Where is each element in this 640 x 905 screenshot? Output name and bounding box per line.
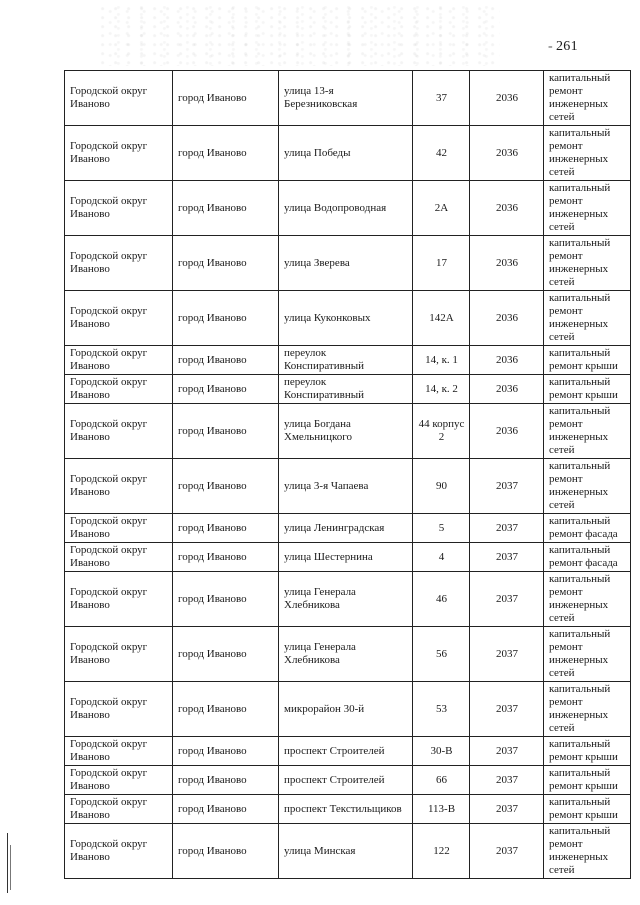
cell-street: улица Ленинградская (279, 514, 413, 543)
cell-work: капитальный ремонт крыши (544, 375, 631, 404)
cell-street: улица Минская (279, 824, 413, 879)
cell-city: город Иваново (173, 71, 279, 126)
cell-street: улица Генерала Хлебникова (279, 572, 413, 627)
cell-city: город Иваново (173, 627, 279, 682)
cell-work: капитальный ремонт инженерных сетей (544, 71, 631, 126)
cell-district: Городской округ Иваново (65, 459, 173, 514)
table-row (65, 346, 631, 375)
cell-year: 2037 (470, 737, 544, 766)
table-row (65, 627, 631, 682)
cell-house: 44 корпус 2 (413, 404, 470, 459)
cell-work: капитальный ремонт инженерных сетей (544, 572, 631, 627)
cell-house: 14, к. 2 (413, 375, 470, 404)
table-row (65, 795, 631, 824)
cell-district: Городской округ Иваново (65, 824, 173, 879)
cell-district: Городской округ Иваново (65, 291, 173, 346)
cell-year: 2037 (470, 682, 544, 737)
cell-year: 2037 (470, 459, 544, 514)
margin-scan-mark (10, 845, 11, 890)
cell-city: город Иваново (173, 181, 279, 236)
cell-house: 90 (413, 459, 470, 514)
cell-street: проспект Строителей (279, 737, 413, 766)
cell-district: Городской округ Иваново (65, 795, 173, 824)
cell-work: капитальный ремонт крыши (544, 346, 631, 375)
cell-street: улица Генерала Хлебникова (279, 627, 413, 682)
cell-work: капитальный ремонт инженерных сетей (544, 126, 631, 181)
cell-house: 56 (413, 627, 470, 682)
table-row (65, 404, 631, 459)
cell-district: Городской округ Иваново (65, 71, 173, 126)
cell-city: город Иваново (173, 682, 279, 737)
cell-year: 2037 (470, 627, 544, 682)
table-row (65, 572, 631, 627)
cell-year: 2037 (470, 514, 544, 543)
cell-district: Городской округ Иваново (65, 346, 173, 375)
cell-house: 17 (413, 236, 470, 291)
cell-city: город Иваново (173, 126, 279, 181)
cell-street: проспект Текстильщиков (279, 795, 413, 824)
cell-city: город Иваново (173, 824, 279, 879)
cell-house: 66 (413, 766, 470, 795)
cell-house: 46 (413, 572, 470, 627)
table-row (65, 737, 631, 766)
cell-district: Городской округ Иваново (65, 514, 173, 543)
cell-work: капитальный ремонт инженерных сетей (544, 181, 631, 236)
cell-work: капитальный ремонт фасада (544, 543, 631, 572)
table-row (65, 236, 631, 291)
cell-house: 113-В (413, 795, 470, 824)
page-number (548, 39, 578, 55)
cell-work: капитальный ремонт инженерных сетей (544, 824, 631, 879)
cell-house: 14, к. 1 (413, 346, 470, 375)
cell-district: Городской округ Иваново (65, 236, 173, 291)
cell-street: переулок Конспиративный (279, 375, 413, 404)
cell-district: Городской округ Иваново (65, 682, 173, 737)
cell-house: 53 (413, 682, 470, 737)
cell-house: 37 (413, 71, 470, 126)
cell-work: капитальный ремонт инженерных сетей (544, 682, 631, 737)
cell-city: город Иваново (173, 766, 279, 795)
table-row (65, 543, 631, 572)
cell-work: капитальный ремонт инженерных сетей (544, 459, 631, 514)
cell-street: улица Водопроводная (279, 181, 413, 236)
table-row (65, 291, 631, 346)
cell-work: капитальный ремонт крыши (544, 795, 631, 824)
cell-district: Городской округ Иваново (65, 737, 173, 766)
cell-district: Городской округ Иваново (65, 404, 173, 459)
cell-house: 122 (413, 824, 470, 879)
cell-year: 2037 (470, 824, 544, 879)
cell-district: Городской округ Иваново (65, 126, 173, 181)
cell-city: город Иваново (173, 404, 279, 459)
cell-city: город Иваново (173, 346, 279, 375)
cell-work: капитальный ремонт крыши (544, 737, 631, 766)
cell-street: переулок Конспиративный (279, 346, 413, 375)
table-row (65, 126, 631, 181)
cell-street: улица Куконковых (279, 291, 413, 346)
cell-year: 2036 (470, 291, 544, 346)
cell-district: Городской округ Иваново (65, 766, 173, 795)
table-row (65, 181, 631, 236)
cell-house: 42 (413, 126, 470, 181)
cell-work: капитальный ремонт инженерных сетей (544, 291, 631, 346)
cell-year: 2037 (470, 543, 544, 572)
table-row (65, 459, 631, 514)
cell-work: капитальный ремонт крыши (544, 766, 631, 795)
cell-work: капитальный ремонт инженерных сетей (544, 236, 631, 291)
housing-repair-table (64, 70, 631, 879)
cell-house: 30-В (413, 737, 470, 766)
page-number-value: 261 (555, 39, 578, 54)
cell-house: 142А (413, 291, 470, 346)
cell-city: город Иваново (173, 543, 279, 572)
margin-scan-mark (7, 833, 8, 893)
cell-year: 2036 (470, 236, 544, 291)
cell-house: 4 (413, 543, 470, 572)
cell-city: город Иваново (173, 291, 279, 346)
cell-year: 2036 (470, 404, 544, 459)
scan-noise (100, 6, 500, 66)
table-row (65, 766, 631, 795)
cell-district: Городской округ Иваново (65, 181, 173, 236)
table-row (65, 375, 631, 404)
cell-city: город Иваново (173, 459, 279, 514)
cell-year: 2037 (470, 572, 544, 627)
cell-city: город Иваново (173, 375, 279, 404)
cell-city: город Иваново (173, 236, 279, 291)
cell-street: улица 3-я Чапаева (279, 459, 413, 514)
cell-house: 2А (413, 181, 470, 236)
cell-street: улица 13-я Березниковская (279, 71, 413, 126)
cell-district: Городской округ Иваново (65, 375, 173, 404)
cell-city: город Иваново (173, 514, 279, 543)
page-number-dash: - (548, 39, 553, 54)
cell-district: Городской округ Иваново (65, 572, 173, 627)
table-body (65, 71, 631, 879)
cell-year: 2036 (470, 126, 544, 181)
cell-year: 2036 (470, 181, 544, 236)
cell-work: капитальный ремонт инженерных сетей (544, 627, 631, 682)
table-row (65, 682, 631, 737)
cell-district: Городской округ Иваново (65, 543, 173, 572)
cell-district: Городской округ Иваново (65, 627, 173, 682)
cell-work: капитальный ремонт фасада (544, 514, 631, 543)
cell-year: 2036 (470, 375, 544, 404)
cell-year: 2037 (470, 766, 544, 795)
cell-street: проспект Строителей (279, 766, 413, 795)
cell-city: город Иваново (173, 737, 279, 766)
cell-street: улица Зверева (279, 236, 413, 291)
cell-street: улица Победы (279, 126, 413, 181)
cell-street: микрорайон 30-й (279, 682, 413, 737)
table-row (65, 71, 631, 126)
table-row (65, 514, 631, 543)
cell-work: капитальный ремонт инженерных сетей (544, 404, 631, 459)
table-row (65, 824, 631, 879)
cell-city: город Иваново (173, 572, 279, 627)
cell-street: улица Шестернина (279, 543, 413, 572)
cell-year: 2036 (470, 346, 544, 375)
cell-house: 5 (413, 514, 470, 543)
cell-city: город Иваново (173, 795, 279, 824)
cell-year: 2036 (470, 71, 544, 126)
cell-street: улица Богдана Хмельницкого (279, 404, 413, 459)
cell-year: 2037 (470, 795, 544, 824)
